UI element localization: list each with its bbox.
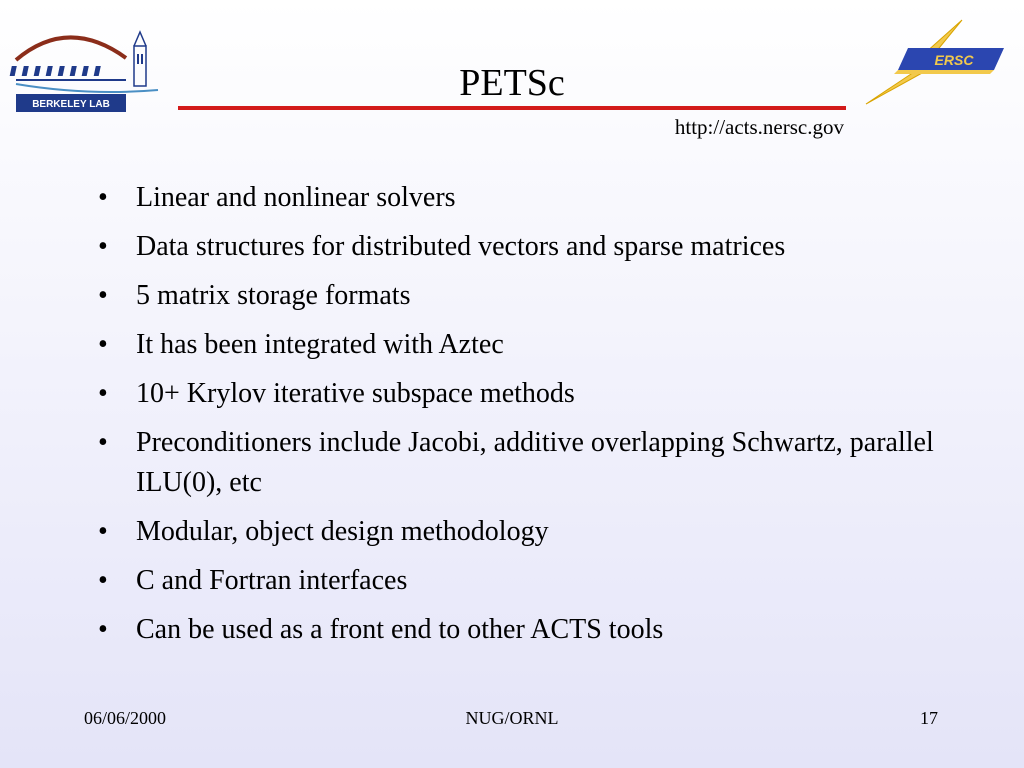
bullet-icon: •	[98, 516, 108, 547]
footer-date: 06/06/2000	[84, 708, 167, 728]
bullet-icon: •	[98, 329, 108, 360]
footer-center-text: NUG/ORNL	[465, 708, 559, 728]
bullet-icon: •	[98, 280, 108, 311]
bullet-icon: •	[98, 378, 108, 409]
url-link[interactable]: http://acts.nersc.gov	[674, 115, 844, 139]
bullet-text: C and Fortran interfaces	[136, 565, 408, 596]
bullet-item	[96, 227, 976, 267]
bullet-text: Modular, object design methodology	[136, 516, 549, 547]
title-underline	[178, 106, 846, 110]
bullet-item	[96, 276, 976, 316]
bullet-text: Preconditioners include Jacobi, additive overlapping Schwartz, parallel ILU(0), etc	[136, 427, 934, 498]
bullet-text: Can be used as a front end to other ACTS tools	[136, 614, 664, 645]
nersc-logo-text: ERSC	[934, 52, 974, 68]
bullet-item	[96, 374, 976, 414]
bullet-text: 5 matrix storage formats	[136, 280, 411, 311]
bullet-item	[96, 178, 976, 218]
bullet-icon: •	[98, 182, 108, 213]
bullet-text: Data structures for distributed vectors and sparse matrices	[136, 231, 786, 262]
bullet-item	[96, 325, 976, 365]
bullet-text: 10+ Krylov iterative subspace methods	[136, 378, 575, 409]
bullet-text: Linear and nonlinear solvers	[136, 182, 456, 213]
page-number: 17	[920, 708, 938, 728]
bullet-icon: •	[98, 565, 108, 596]
slide-title: PETSc	[459, 62, 565, 104]
berkeley-lab-logo-text: BERKELEY LAB	[32, 99, 110, 110]
bullet-item	[96, 610, 976, 650]
bullet-item	[96, 512, 976, 552]
bullet-text: It has been integrated with Aztec	[136, 329, 504, 360]
bullet-item	[96, 561, 976, 601]
bullet-item	[96, 423, 976, 503]
bullet-icon: •	[98, 231, 108, 262]
bullet-list	[96, 178, 976, 659]
bullet-icon: •	[98, 614, 108, 645]
bullet-icon: •	[98, 427, 108, 458]
